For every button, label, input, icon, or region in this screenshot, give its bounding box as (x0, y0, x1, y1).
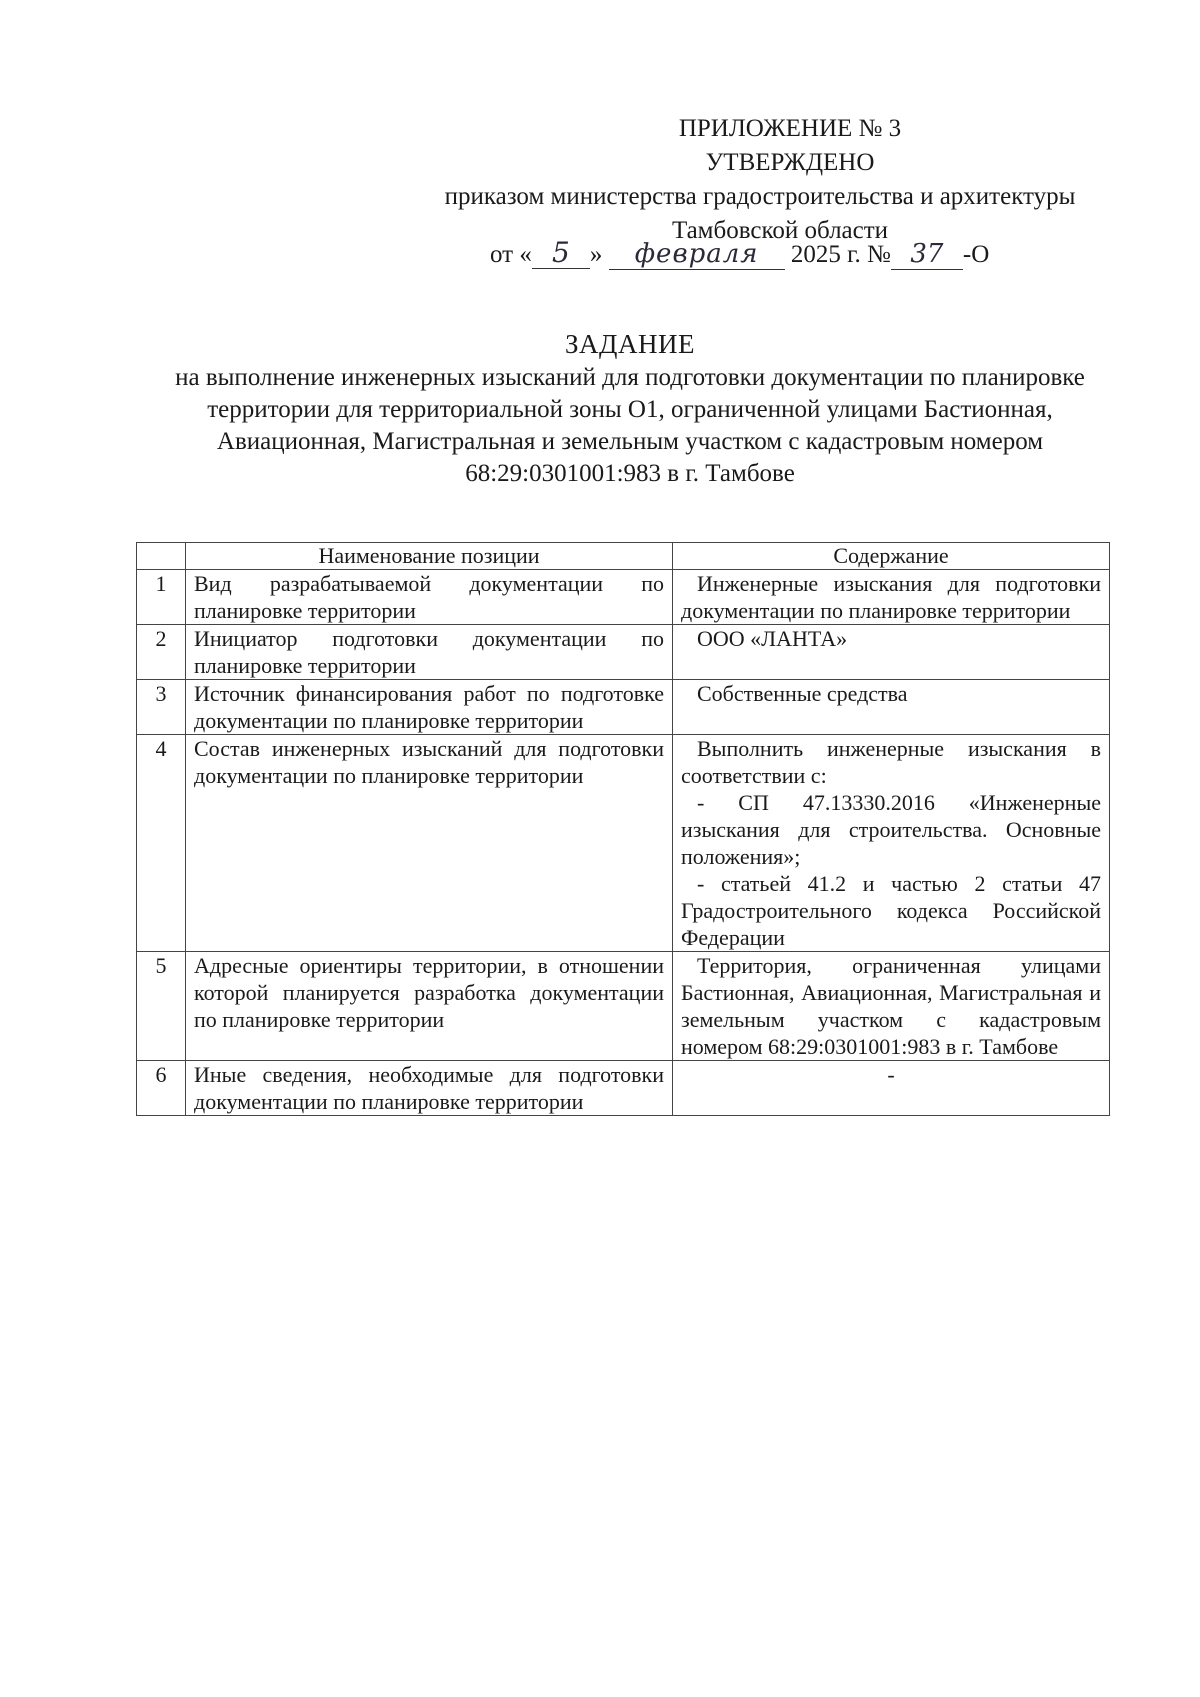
handwritten-month: февраля (609, 239, 785, 270)
table-row (137, 735, 1110, 952)
row-value-text: ООО «ЛАНТА» (697, 626, 848, 651)
row-name: Вид разрабатываемой документации по планировке территории (186, 570, 673, 625)
table-row (137, 952, 1110, 1061)
date-mid: » (589, 241, 603, 268)
row-value (673, 625, 1110, 680)
table-header-row (137, 543, 1110, 570)
task-title: ЗАДАНИЕ (565, 329, 695, 359)
handwritten-day: 5 (532, 238, 590, 269)
row-number: 5 (137, 952, 186, 1061)
header-content: Содержание (673, 543, 1110, 570)
table-row (137, 1061, 1110, 1116)
row-value-text: - (887, 1062, 895, 1087)
row-name: Иные сведения, необходимые для подготовки документации по планировке территории (186, 1061, 673, 1116)
handwritten-number: 37 (891, 239, 963, 270)
row-number: 6 (137, 1061, 186, 1116)
appendix-label: ПРИЛОЖЕНИЕ № 3 (678, 115, 902, 142)
task-description: на выполнение инженерных изысканий для подготовки документации по планировке территории для территориальной зоны О1, ограниченной улицами Бастионная, Авиационная, Магистральная и земельным участком с кадастровым номером 68:29:0301001:983 в г. Тамбове (175, 364, 1085, 487)
row-name: Состав инженерных изысканий для подготовки документации по планировке территории (186, 735, 673, 952)
row-number: 2 (137, 625, 186, 680)
order-by-text: приказом министерства градостроительства и архитектуры (444, 183, 1076, 210)
row-value-text: Территория, ограниченная улицами Бастионная, Авиационная, Магистральная и земельным участком с кадастровым номером 68:29:0301001:983 в г. Тамбове (681, 953, 1101, 1059)
year-text: 2025 г. № (790, 241, 891, 268)
row-number: 4 (137, 735, 186, 952)
header-num (137, 543, 186, 570)
row-value (673, 1061, 1110, 1116)
order-date-line (490, 238, 989, 272)
row-name: Источник финансирования работ по подготовке документации по планировке территории (186, 680, 673, 735)
row-value-line: Выполнить инженерные изыскания в соответствии с: (681, 736, 1101, 788)
row-value (673, 680, 1110, 735)
row-name: Адресные ориентиры территории, в отношении которой планируется разработка документации по планировке территории (186, 952, 673, 1061)
header-name: Наименование позиции (186, 543, 673, 570)
approval-block (380, 112, 1140, 248)
task-table (136, 542, 1110, 1116)
approved-label: УТВЕРЖДЕНО (705, 149, 875, 176)
row-value-text: Собственные средства (697, 681, 908, 706)
row-value-line: - статьей 41.2 и частью 2 статьи 47 Градостроительного кодекса Российской Федерации (681, 871, 1101, 950)
task-heading (150, 328, 1110, 490)
row-value-line: - СП 47.13330.2016 «Инженерные изыскания для строительства. Основные положения»; (681, 790, 1101, 869)
region-text: Тамбовской области (671, 217, 889, 244)
table-row (137, 570, 1110, 625)
row-number: 3 (137, 680, 186, 735)
date-prefix: от « (490, 241, 532, 268)
row-name: Инициатор подготовки документации по планировке территории (186, 625, 673, 680)
number-suffix: -О (962, 241, 990, 268)
row-number: 1 (137, 570, 186, 625)
row-value (673, 952, 1110, 1061)
table-row (137, 680, 1110, 735)
row-value (673, 735, 1110, 952)
table-row (137, 625, 1110, 680)
row-value-text: Инженерные изыскания для подготовки документации по планировке территории (681, 571, 1101, 623)
row-value (673, 570, 1110, 625)
